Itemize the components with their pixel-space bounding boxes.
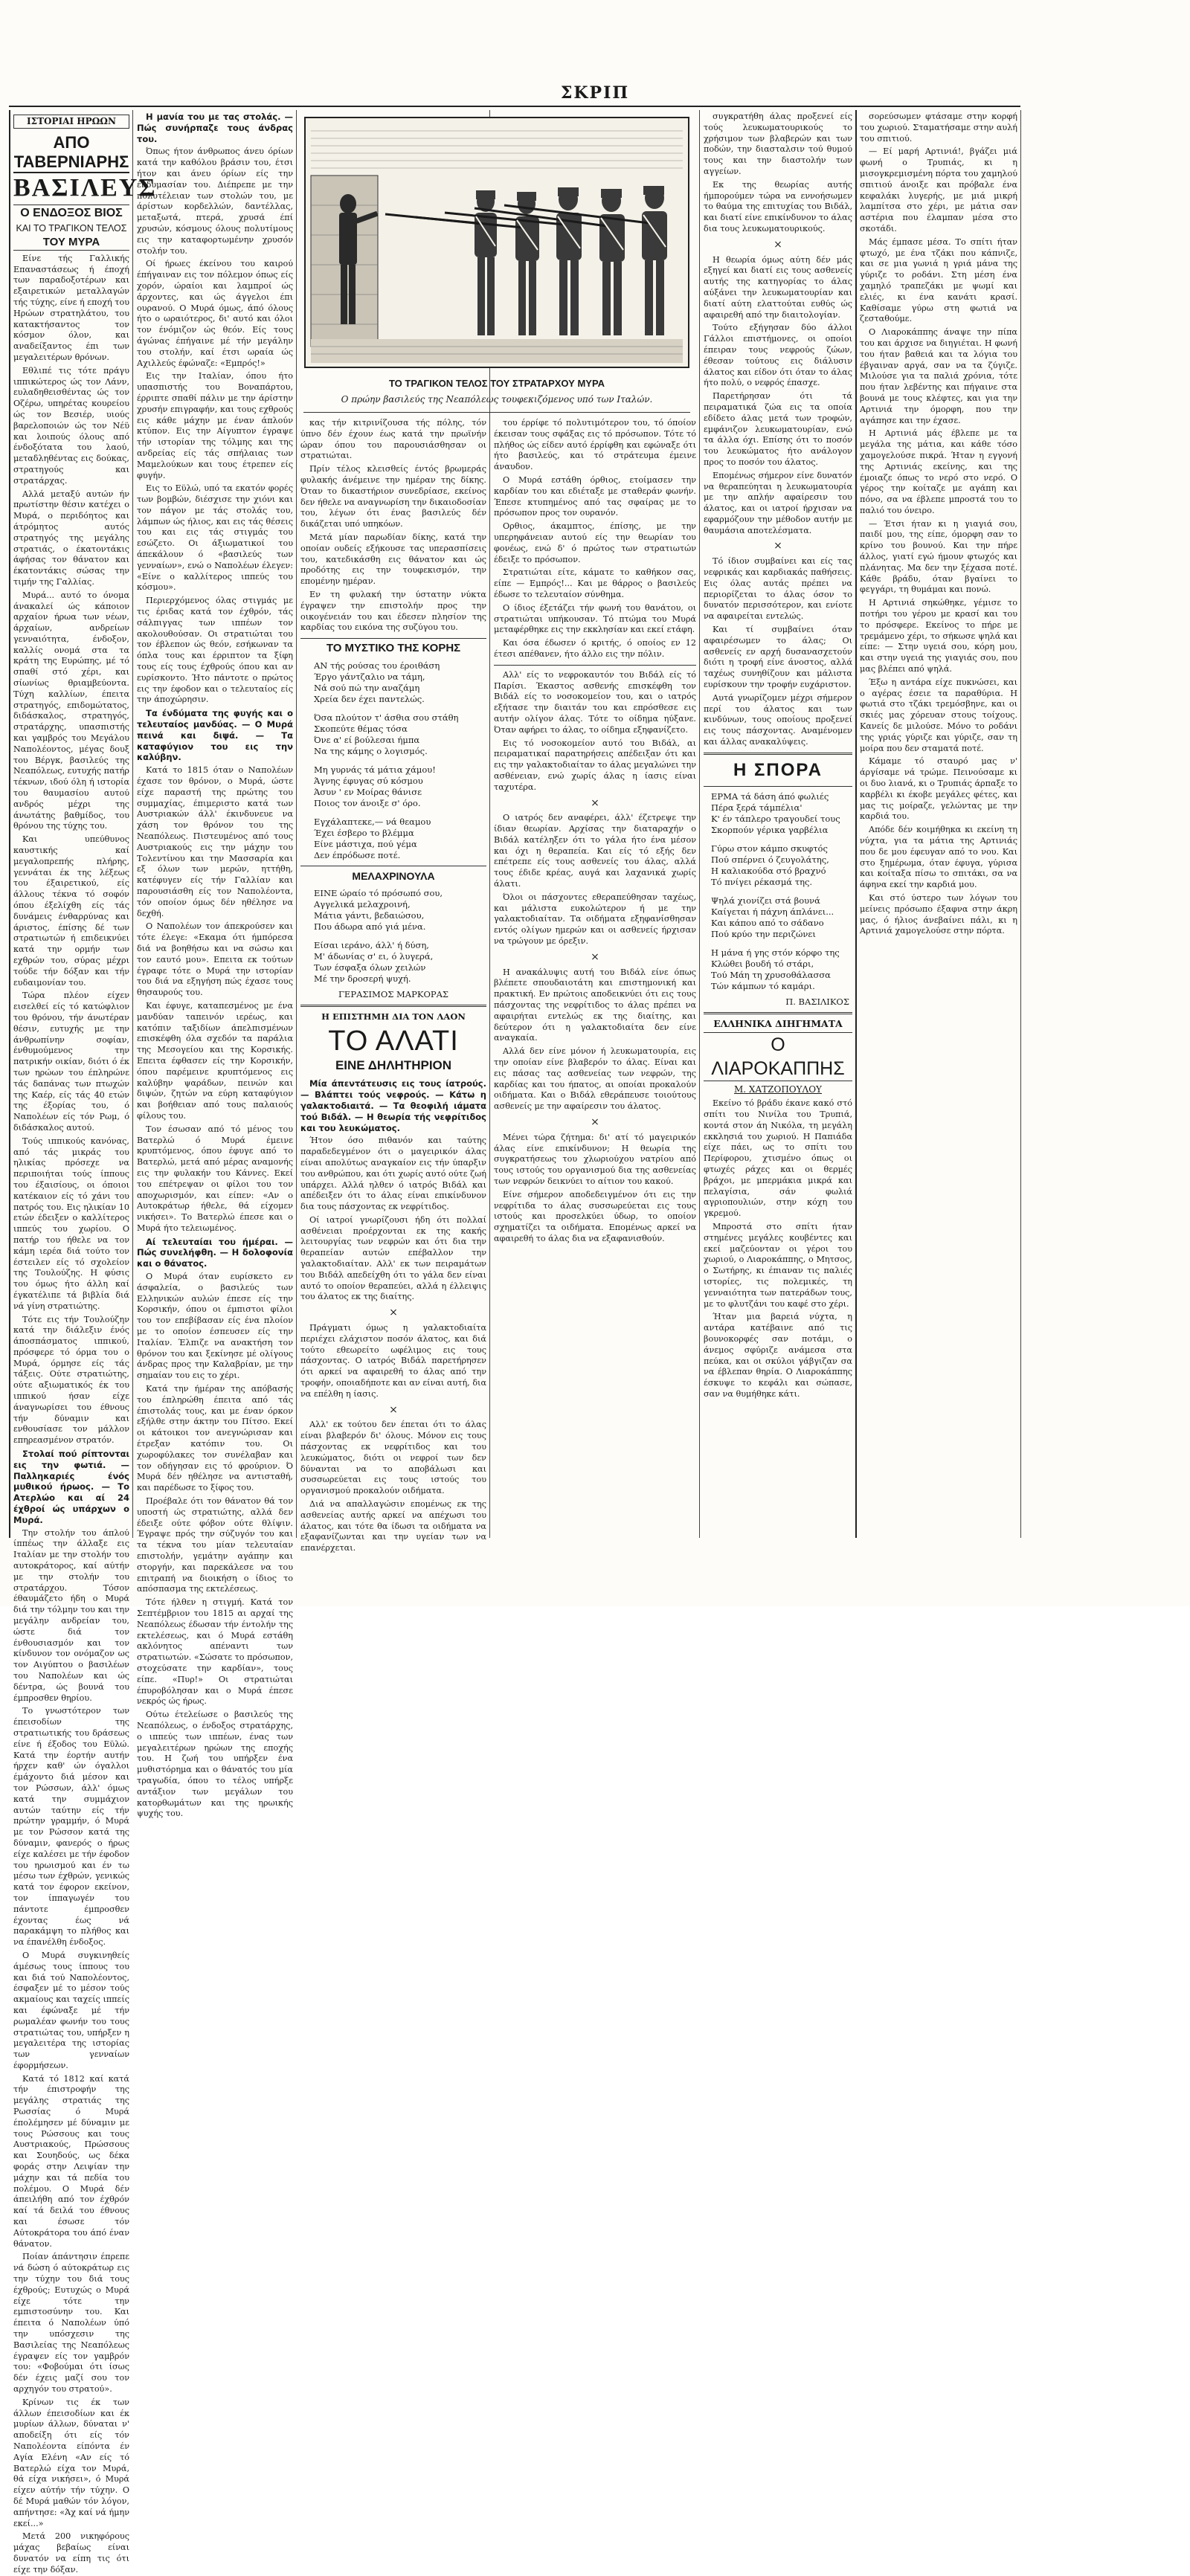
paragraph: Οί ήρωες έκείνου του καιρού έπήγαιναν εις τον πόλεμον όπως είς χορόν, ώραίοι και λαμπροί ώς άρχοντες, και ώς άγγελοι έπι ουρανού. Ο Μυρά όμως, άπό όλους ήτο ο ωραιότερος, δι' αυτό και όλοι τον ένόμιζον ώς θεόν. Είς τους άγώνας έπήγαινε μέ τήν μεγάλην του στολήν, καί έτσι ωραία ώς Αχιλλεύς έφώναζε: «Εμπρός!» xyxy=(137,259,293,368)
stanza-gap xyxy=(314,933,486,940)
article-murat-col1 xyxy=(13,112,157,2575)
paragraph: Κατά το 1815 όταν ο Ναπολέων έχασε τον θρόνον, ο Μυρά, ώστε είχε παραστή της πρώτης του συμμαχίας, έπιμεριστο κατά των Αυστριακών άλλ' έκινδυνευε να χάση τον θρόνον του της Νεαπόλεως. Πιστευμένος από τους Αυστριακούς εις την μάχην του Τολεντίνου και την Μασσαρία και εξ όλων των μερών, ηττήθη, κατέφυγεν είς τήν Γαλλίαν και παρουσιάσθη είς τον Ναπολέοντα, τόν οποίον όμως δέν ηθέλησε να δεχθή. xyxy=(137,765,293,918)
poem-line: Τών κάμπων τό καμάρι. xyxy=(711,980,815,991)
poem-line: Κλώθει βουδή τό στάρι, xyxy=(711,958,814,969)
engraving-caption-subtitle: Ο πρώην βασιλεύς της Νεαπόλεως τουφεκιζόμενος υπό των Ιταλών. xyxy=(341,394,653,405)
story-title: Ο ΛΙΑΡΟΚΑΠΠΗΣ xyxy=(704,1032,852,1081)
paragraph: Πράγματι όμως η γαλακτοδιαίτα περιέχει ελάχιστον ποσόν άλατος, και διά τούτο εθεωρείτο ωφέλιμος εις τους πάσχοντας. Ο ιατρός Βιδάλ παρετήρησεν ότι αρκεί να αφαιρεθή το άλας από την τροφήν, οποιαδήποτε και αν είναι αυτή, δια να επέλθη η ίασις. xyxy=(300,1323,486,1399)
paragraph: Ποίαν άπάντησιν έπρεπε νά δώση ό αύτοκράτωρ εις την τύχην του διά τους έχθρούς; Ευτυχώς ο Μυρά είχε τότε την εμπιστοσύνην του. Και έπειτα ό Ναπολέων ύπό την υπόσχεσιν της Βασιλείας της Νεαπόλεως έγραψεν είς τον γαμβρόν του: «Φοβούμαι ότι ίσως δέν έχεις μαζί σου τον αρχηγόν του στρατού». xyxy=(13,2252,129,2394)
poem-line: Έργο γάντζαλιο να τάμη, xyxy=(314,671,425,682)
stanza-gap xyxy=(314,757,486,764)
poem-spora xyxy=(704,791,852,992)
poem-line: Γύρω στον κάμπο σκυφτός xyxy=(711,843,828,854)
poem-melachrinoula xyxy=(300,888,486,985)
poem-line: Η καλιακούδα στό βραχνό xyxy=(711,865,826,876)
paragraph: Πρίν τέλος κλεισθείς έντός βρωμεράς φυλακής άνέμεινε την ημέραν της δίκης. Όταν το δικαστήριον συνεδρίασε, εκείνος δεν ήθελε να αναγνωρίση την δικαιοδοσίαν του, λέγων ότι ένας βασιλεύς δέν δικάζεται υπό υπηκόων. xyxy=(300,464,486,529)
column-3 xyxy=(300,418,486,1553)
article-title-line1: ΑΠΟ ΤΑΒΕΡΝΙΑΡΗΣ xyxy=(13,133,129,173)
poem-line: Νά σού πώ την αναζάμη xyxy=(314,682,420,693)
poem-line: Σκορπούν γέρικα γαρβέλια xyxy=(711,824,829,835)
poem-line: Καίγεται ή πάχνη άπλάνει... xyxy=(711,906,834,917)
paragraph: Όπως ήτον άνθρωπος άνευ όρίων κατά την καθόλου βράσιν του, έτσι ήτον και άνευ όρίων είς την ένδυμασίαν του. Διέπρεπε με την πολυτέλειαν των στολών του, με άρίστων κορδελλών, δαντέλλας, μεταξωτά, πτερά, χρυσά έπί χρυσών, κόσμους όλους πολυτίμους εις την καταφορτωμένην χρυσόν στολήν του. xyxy=(137,146,293,256)
paragraph: Κρίνων τις έκ των άλλων έπεισοδίων και έκ μυρίων άλλων, δύναται ν' αποδείξη ότι είς τόν Ναπολέοντα είπόντα έν Αγία Ελένη «Αν είς τό Βατερλώ είχα τον Μυρά, θά είχα νικήσει», ό Μυρά είχεν αύτήν τήν τύχην. Ο δέ Μυρά μαθών τόν λόγον, απήντησε: «Άχ καί νά ήμην εκεί...» xyxy=(13,2397,129,2528)
poem-line: Είσαι ιεράνο, άλλ' ή δύση, xyxy=(314,939,429,950)
section-heading: Η μανία του με τας στολάς. — Πώς συνήρπαζε τους άνδρας του. xyxy=(137,112,293,144)
poem-line: ΕΡΜΑ τά δάση άπό φωλιές xyxy=(711,790,829,802)
section-separator: × xyxy=(591,796,599,809)
poem-line: Μ' άδωνίας σ' ει, ό λυγερά, xyxy=(314,950,434,962)
paragraph: Αυτά γνωρίζομεν μέχρι σήμερον περί του άλατος και των κινδύνων, τους οποίους προξενεί εις τους πάσχοντας. Αναμένομεν και άλλας ανακαλύψεις. xyxy=(704,692,852,747)
paragraph: Μυρά... αυτό το όνομα άνακαλεί ώς κάποιον αρχαίον ήρωα των νέων, άρχαίων, ανδρείων γενναιότητα, ένδοξον, καλλίς ονομά στα τα κράτη της Ευρώπης, μέ τό σπαθί στό χέρι, και σίωνίως θριαμβεύοντα. Τύχη καλλίων, έπειτα στρατηγός, επιδομώτατος, διδάσκαλος, στρατηγός, στρατάρχης, υπασπιστής και γαμβρός του Μεγάλου Ναπολέοντος, μέγας δουξ του Βέργκ, βασιλεύς της Νεαπόλεως, ευτυχής πατήρ τέκνων, ιδού όλη ή ιστορία του θαυμασίου αυτού ανδρός μέχρι της άνωτάτης βαθμίδος, του θρόνου της τύχης του. xyxy=(13,590,129,831)
section-separator: × xyxy=(774,540,782,553)
poem-line: Μέ την δροσερή ψυχή. xyxy=(314,973,411,984)
paragraph: Τον έσωσαν από τό μένος του Βατερλώ ό Μυρά έμεινε κρυπτόμενος, όπου έφυγε από το Βατερλώ, μετά από μέρας αναμονής εις την φυλακήν του Κάννες. Εκεί του επέτρεψαν οι φίλοι του τον αποχωρισμόν, και είπεν: «Αν ο Αυτοκράτωρ ήθελε, θά είχομεν νικήσει». Το Βατερλώ έπεσε και ο Μυρά ήτο τελειωμένος. xyxy=(137,1124,293,1233)
poem-line: Κ' έν τάπλερο τραγουδεί τους xyxy=(711,813,840,824)
paragraph: συγκρατήθη άλας προξενεί είς τούς λευκωματουρικούς το χρήσιμον των βλαβερών και των ποδών, την διασταλσιν τού θυμού τους και την διαστολήν των αγγείων. xyxy=(704,112,852,176)
masthead-rule xyxy=(9,106,1020,107)
science-title: ΤΟ ΑΛΑΤΙ xyxy=(328,1025,459,1057)
poem-line: Πέρα ξερά τάμπέλια' xyxy=(711,802,803,813)
paragraph: Ήταν μια βαρειά νύχτα, η αντάρα κατέβαινε από τις βουνοκορφές σαν ποτάμι, ο άνεμος σφύριζε ανάμεσα στα πεύκα, και οι σκύλοι γάβγιζαν σα να έβλεπαν θηρία. Ο Λιαροκάππης έσκυψε το κεφάλι και σώπασε, σαν να θυμήθηκε κάτι. xyxy=(704,1312,852,1399)
poem-line: Που άδωρα από γιά μένα. xyxy=(314,921,426,932)
paragraph: Και υπεύθυνος καυστικής καί μεγαλοπρεπής πλήρης, γεννάται έκ της λέξεως του έξαιρετικού, είς άλλους τέκνα τό σοφόν όπου έξελίχθη είς τάς δυνάμεις ένθαρρύνας και άριστος, έπίσης δέ των στρατιωτών ή επιδεικνύει κατά την ορμήν των εχθρών του, σύρας μέχρι τούδε τήν δόξαν και τήν ευδαιμονίαν του. xyxy=(13,834,129,988)
poem-line: Είνε μάστιχα, πού γέμα xyxy=(314,838,417,849)
page-right-border xyxy=(1020,110,1021,1538)
section-separator: × xyxy=(591,950,599,963)
section-rule xyxy=(494,665,696,666)
section-rule xyxy=(300,1005,486,1007)
stanza-gap xyxy=(711,836,852,843)
paragraph: Αλλ' είς το νεφροκαυτόν του Βιδάλ είς τό Παρίσι. Έκαστος ασθενής επισκέφθη τον Βιδάλ είς το νοσοκομείον του, και ο ιατρός εξήτασε την διαιτάν του και επρόσθεσε εις αυτήν ολίγον άλας. Τότε το οίδημα ηύξανε. Όταν αφήρει το άλας, το οίδημα εξηφανίζετο. xyxy=(494,669,696,735)
section-separator: × xyxy=(591,1116,599,1129)
poem-line: Πού σπέρνει ό ζευγολάτης, xyxy=(711,854,829,865)
stanza-gap xyxy=(314,809,486,817)
poem-title: ΜΕΛΑΧΡΙΝΟΥΛΑ xyxy=(352,869,435,882)
article-subtitle-1: Ο ΕΝΔΟΞΟΣ ΒΙΟΣ xyxy=(13,205,129,222)
poem-line: Τό πνίγει ρέκασμά της. xyxy=(711,876,813,887)
poem-author: Π. ΒΑΣΙΛΙΚΟΣ xyxy=(785,996,849,1007)
paragraph: Ο Λιαροκάππης άναψε την πίπα του και άρχισε να διηγιέται. Η φωνή του ήταν βαθειά και τα λόγια του έβγαιναν αργά, σαν να τα ζύγιζε. Μιλούσε για τα παλιά χρόνια, τότε που ήταν λεβέντης και πήγαινε στα βουνά με τους κλέφτες, και για την Αρτινιά την όμορφη, που την αγάπησε και την έχασε. xyxy=(860,327,1017,425)
poem-line: Τού Μάη τη χρυσοθάλασσα xyxy=(711,969,831,980)
stanza-gap xyxy=(711,888,852,895)
poem-line: Όσα πλούτον τ' άσθια σου στάθη xyxy=(314,712,459,723)
column-divider xyxy=(855,110,857,1538)
paragraph: Αλλά δεν είνε μόνον ή λευκωματουρία, εις την οποίαν είνε βλαβερόν το άλας. Είναι και εις πάσας τας ασθενείας των νεφρών, της καρδίας και του ήπατος, αι οποίαι προκαλούν οιδήματα. Και ο Βιδάλ εθεράπευσε τοιούτους ασθενείς με την αφαίρεσιν του άλατος. xyxy=(494,1046,696,1112)
article-subtitle-3: ΤΟΥ ΜΥΡΑ xyxy=(13,235,129,251)
poem-mystiko xyxy=(300,660,486,861)
paragraph: Ο ιατρός δεν αναφέρει, άλλ' έζετρεψε την ίδιαν θεωρίαν. Αρχίσας την διαταραχήν ο Βιδάλ κατέληξεν ότι το γάλα ήτο ένα μέσον και όχι η θεραπεία. Και είς τό εξής δεν επέτρεπε είς τους ασθενείς του άλας, αλλά τους έδιδε κρέας, αυγά και λαχανικά χωρίς άλατι. xyxy=(494,813,696,889)
paragraph: Ο Ναπολέων τον άπεκρούσεν και τότε έλεγε: «Εκαμα ότι ήμπόρεσα διά να βοηθήσω και να σώσω και τον εαυτό μου». Επειτα εκ τούτων έγραφε τότε ο Μυρά την ιστορίαν του διά να εξηγήση πώς έχασε τους θησαυρούς του. xyxy=(137,921,293,998)
section-rule xyxy=(704,1012,852,1014)
section-heading: Τα ένδύματα της φυγής και ο τελευταίος μανδύας. — Ο Μυρά πεινά και διψά. — Τα καταφύγιον του εις την καλύβην. xyxy=(137,708,293,763)
paragraph: Περιερχόμενος όλας στιγμάς με τις έριδας κατά τον έχθρόν, τάς σάλπιγγας των ιππέων τον ακολουθούσαν. Οι στρατιώται του τον έβλεπον ώς θεόν, εσήκωναν τα όπλα τους και έρριπτον τα ξίφη τους είς τους έχθρούς όπου και αν ευρίσκοντο. Ήτο πάντοτε ο πρώτος εις την έφοδον και ο τελευταίος είς την άποχώρησιν. xyxy=(137,596,293,705)
paragraph: Τότε εις τήν Τουλούζην κατά την διάλεξιν ένός άποσπάσματος ιππικού, πρόσφερε τό όρμα του ο Μυρά, όρμησε είς τάς τάξεις. Ούτε στρατιώτης, ούτε αξιωματικός έκ του ιππικού ήσαν είχε άναγνωρίσει του έθνους τήν δύναμιν και ενθουσίασε τον μάλλον επηρεασμένον στρατόν. xyxy=(13,1314,129,1446)
paragraph: Εις την Ιταλίαν, όπου ήτο υπασπιστής του Βοναπάρτου, έρριπτε σπαθί πάλιν με την άρίστην χρυσήν επιγραφήν, και τους εχθρούς εις κάθε μάχην με έναν άπλούν κτύπον. Εις την Αίγυπτον έγραψε τήν ιστορίαν της τόλμης και της ανδρείας είς τάς σπήλαιας των Μαμελούκων και τους έτρεπεν είς φυγήν. xyxy=(137,371,293,480)
paragraph: Προέβαλε ότι τον θάνατον θά τον υποστή ώς στρατιώτης, αλλά δεν έδειξε ούτε φόβον ούτε θλίψιν. Έγραψε πρός την σύζυγόν του και τα τέκνα του μίαν τελευταίαν επιστολήν, γεμάτην αγάπην και στοργήν, και παρεκάλεσε να του επιτραπή να διοικήση ο ίδιος το απόσπασμα της εκτελέσεως. xyxy=(137,1496,293,1594)
paragraph: Η θεωρία όμως αύτη δέν μάς εξηγεί και διατί εις τους ασθενείς αυτής της κατηγορίας το άλας αύξάνει την λευκωματουρίαν και διατί αύτη ελαττούται ευθύς ώς αφαιρεθή από την διαιτολογίαν. xyxy=(704,254,852,320)
paragraph: Κατά τό 1812 καί κατά τήν έπιστροφήν της μεγάλης στρατιάς της Ρωσσίας ό Μυρά έπολέμησεν μέ δύναμιν με τους Ρώσσους και τους Αυστριακούς, Πρώσσους και Σουηδούς, ως δέκα φοράς στην Λειψίαν την μάχην και τά πεδία του πολέμου. Ο Μυρά δέν άπειλήθη από τον έχθρόν καί τά δειλά του έθνους και έσωσε τόν Αύτοκράτορα του άπό έναν θάνατον. xyxy=(13,2073,129,2249)
paragraph: Τότε ήλθεν η στιγμή. Κατά τον Σεπτέμβριον του 1815 αι αρχαί της Νεαπόλεως έδωσαν τήν έντολήν της εκτελέσεως, και ό Μυρά εστάθη ακλόνητος απέναντι των στρατιωτών. «Σώσατε το πρόσωπον, στοχεύσατε την καρδίαν», τους είπε. «Πυρ!» Οι στρατιώται έπυροβόλησαν και ο Μυρά έπεσε νεκρός ώς ήρως. xyxy=(137,1597,293,1707)
paragraph: Αλλ' εκ τούτου δεν έπεται ότι το άλας είναι βλαβερόν δι' όλους. Μόνον εις τους πάσχοντας εκ νεφρίτιδος και του λευκώματος, διότι οι νεφροί των δεν δύνανται να το αποβάλωσι και συσσωρεύεται εις τους ιστούς του οργανισμού προκαλούν οιδήματα. xyxy=(300,1420,486,1496)
paragraph: Την στολήν του άπλού ίππέως την άλλαξε εις Ιταλίαν με την στολήν του αυτοκράτορος, καί αύτήν με την στολήν του στρατάρχου. Τόσον έθαυμάζετο ήδη ο Μυρά διά την τόλμην του και την μεγάλην ανδρείαν του, ώστε διά τον ένθουσιασμόν και τον κίνδυνον τον ονόμαζον ως τον Αιγύπτου ο βασιλέων του Ναπολέων και ώς δέντρα, ώς βουνά του έμπροσθεν θηρίου. xyxy=(13,1527,129,1703)
engraving-caption-title: ΤΟ ΤΡΑΓΙΚΟΝ ΤΕΛΟΣ ΤΟΥ ΣΤΡΑΤΑΡΧΟΥ ΜΥΡΑ xyxy=(388,378,605,389)
caption-rule xyxy=(303,412,690,413)
paragraph: Εν τη φυλακή την ύστατην νύκτα έγραψεν την επιστολήν προς την οικογένειάν του και έδεσεν πλησίον της καρδίας του εικόνα της συζύγου του. xyxy=(300,589,486,633)
poem-title-spora: Η ΣΠΟΡΑ xyxy=(733,759,823,780)
column-divider xyxy=(296,110,297,1538)
article-murat-col2 xyxy=(137,112,293,1819)
section-rule xyxy=(704,753,852,755)
paragraph: Και όσα έδωσεν ό κριτής, ό οποίος εν 12 έτεσι απέθανεν, ήτο άλλο εις την πόλιν. xyxy=(494,638,696,659)
poem-line: Έχει έσβερο το βλέμμα xyxy=(314,827,414,838)
paragraph: Έξω η αντάρα είχε πυκνώσει, και ο αγέρας έσειε τα παραθύρια. Η φωτιά στο τζάκι τρεμόσβηνε, και οι σκιές μας χόρευαν στους τοίχους. Κανείς δε μιλούσε. Μόνο το ροδάνι της γριάς γύριζε και γύριζε, σαν τη μοίρα που δεν σταματά ποτέ. xyxy=(860,677,1017,753)
poem-author: ΓΕΡΑΣΙΜΟΣ ΜΑΡΚΟΡΑΣ xyxy=(338,988,449,999)
paragraph: Στρατιώται είτε, κάματε το καθήκον σας, είπε — Εμπρός!... Και με θάρρος ο βασιλεύς έδωσε το τελευταίον σύνθημα. xyxy=(494,567,696,599)
paragraph: Η Αρτινιά σηκώθηκε, γέμισε το ποτήρι του γέρου με κρασί και του το πρόσφερε. Εκείνος το πήρε με τρεμάμενο χέρι, το σήκωσε ψηλά και είπε: — Στην υγειά σου, κόρη μου, και στην υγειά της γιαγιάς σου, που μας βλέπει από ψηλά. xyxy=(860,598,1017,674)
paragraph: Ο Μυρά εστάθη όρθιος, ετοίμασεν την καρδίαν του και εδιέταξε με σταθεράν φωνήν. Έπεσε κτυπημένος από τας σφαίρας με το πρόσωπον προς τον ουρανόν. xyxy=(494,474,696,518)
paragraph: Εκείνο τό βράδυ έκανε κακό στό σπίτι του Νινίλα του Τρυπιά, κοντά στον άη Νικόλα, τη μεγάλη εκκλησιά του χωριού. Η Παπιάδα είχε πάει, ως το σπίτι του Περίφορου, χτισμένο όπως οι φτωχές ράχες και οι θερμές βράχοι, με μπερμάκια μικρά και πελαγίσια, σάν φωλιά αγριοπουλιών, στην κόχη του γκρεμού. xyxy=(704,1098,852,1219)
poem-line: Και κάπου από το σάδανο xyxy=(711,917,824,928)
paragraph: Τώρα πλέον είχεν εισελθεί είς τό κατώφλιον του θρόνου, τήν άνωτέραν θέσιν, ευτυχής με την άνθρωπίνην σοφίαν, ένθυμούμενος την πατρικήν οικίαν, διότι ό έκ των ηρώων του έπληρώνε τάς δαπάνας των πτωχών της Καέρ, είς τάς 40 ετών της έξορίας του, ό Ναπολέων είς τόν Ρωμ, ό διδάσκαλος αυτού. xyxy=(13,991,129,1133)
column-4 xyxy=(494,418,696,1539)
paragraph: Μετά μίαν παρωδίαν δίκης, κατά την οποίαν ουδείς εξήκουσε τας υπερασπίσεις του, κατεδικάσθη εις θάνατον και ώς προδότης εις την τουφεκισμόν, την επομένην ημέραν. xyxy=(300,532,486,587)
page-left-border xyxy=(9,110,10,1538)
paragraph: Αλλά μεταξύ αυτών ήν πρωτίστην θέσιν κατέχει ο Μυρά, ο περιδόητος και άτρόμητος αυτός στρατηγός της μεγάλης στρατιάς, ο έκατοντάκις άφήσας τον θάνατον και έκατοντάκις σώσας την τιμήν της Γαλλίας. xyxy=(13,489,129,587)
paragraph: Το γνωστότερον των έπεισοδίων της στρατιωτικής του δράσεως είνε ή έξοδος του Εϋλώ. Κατά την έορτήν αυτήν ήρχεν καθ' ών όγαλλοι έμάχοντο διά μέσον και τον Ρώσσων, άλλ' όμως κατά την συμμάχιον αυτών ταύτην είς τήν πρώτην γραμμήν, ό Μυρά με τον Ρώσσον κατά της δύναμιν, φανερός ο ήρως είχε καλέσει με τήν έφοδον του ηρωισμού και έν τω μέσω των έχθρών, γενικώς κατά τον έφορον εκείνον, τον ίππαγωγέν του πάντοτε έμπροσθεν έχοντας έως νά παρακάμψη το πλήθος και να έπανέλθη ένδοξος. xyxy=(13,1706,129,1948)
poem-line: Μάτια γάντι, βεδαιώσου, xyxy=(314,909,425,921)
poem-line: Η μάνα ή γης στόν κόρφο της xyxy=(711,947,840,958)
paragraph: σορεύσωμεν φτάσαμε στην κορφή του χωριού. Σταματήσαμε στην αυλή του σπιτιού. xyxy=(860,112,1017,144)
poem-line: Άσυν ' εν Μοίρας θάνισε xyxy=(314,786,422,797)
paragraph: Κάμαμε τό σταυρό μας ν' άργίσαμε νά τρώμε. Πεινούσαμε κι οι δυο λιανά, κι ο Τρυπιάς άρπαξε το καρβέλι κι έκοβε μεγάλες φέτες, και μας τις μοίραζε, γελώντας με την καρδιά του. xyxy=(860,756,1017,822)
paragraph: Εκ της θεωρίας αυτής ήμπορούμεν τώρα να εννοήσωμεν το θαύμα της επιτυχίας του Βιδάλ, και διατί είνε επικίνδυνον το άλας δια τους λευκωματουρικούς. xyxy=(704,179,852,234)
article-title-line2: ΒΑΣΙΛΕΥΣ xyxy=(13,173,157,202)
poem-line: Αγγελικά μελαχροινή, xyxy=(314,898,411,909)
paragraph: Και έφυγε, καταπεσμένος με ένα μανδύαν ταπεινόν ιερέως, και κατόπιν ταξιδίων άπελπισμένων επισκέφθη όλα σχεδόν τα παράλια της Μεσογείου και της Κορσικής. Επειτα έφθασεν είς την Κορσικήν, όπου παρέμεινε κρυπτόμενος εις καλύβην ψαράδων, πεινών και διψών, ζητών να εύρη καταφύγιον και βοήθειαν από τους παλαιούς φίλους του. xyxy=(137,1000,293,1121)
poem-line: Εγχάλαπτεκε,— νά θεαμου xyxy=(314,816,431,827)
section-separator: × xyxy=(774,238,782,251)
science-kicker: Η ΕΠΙΣΤΗΜΗ ΔΙΑ ΤΟΝ ΛΑΟΝ xyxy=(321,1011,466,1022)
stories-kicker: ΕΛΛΗΝΙΚΑ ΔΙΗΓΗΜΑΤΑ xyxy=(713,1017,843,1029)
paragraph: — Εί μαρή Αρτινιά!, βγάζει μιά φωνή ο Τρυπιάς, κι η μισογκρεμισμένη πόρτα του χαμηλού σπιτιού άνοιξε και πρόβαλε ένα κεφαλάκι λυγερής, με μιά μικρή λαμπίτσα στο χέρι, με μάτια σαν αστέρια που έλαμπαν μέσα στο σκοτάδι. xyxy=(860,146,1017,234)
poem-line: Χρεία δεν έχει παντελώς. xyxy=(314,693,425,704)
paragraph: Μένει τώρα ζήτημα: δι' ατί τό μαγειρικόν άλας είνε επικίνδυνον; Η θεωρία της συγκρατήσεως του χλωριούχου νατρίου από τους ιστούς του οργανισμού δια της ασθενείας των νεφρών δεικνύει το αίτιον του κακού. xyxy=(494,1132,696,1186)
paragraph: Η ανακάλυψις αυτή του Βιδάλ είνε όπως βλέπετε σπουδαιοτάτη και επιστημονική και πρακτική. Εν πρώτοις αποδεικνύει ότι εις τους πάσχοντας της νεφρίτιδος το άλας πρέπει να αφαιρήται εντελώς εκ της διαίτης, και δεύτερον ότι η γαλακτοδιαίτα δεν είνε αναγκαία. xyxy=(494,967,696,1043)
paragraph: Ο Μυρά όταν ευρίσκετο εν άσφαλεία, ο βασιλεύς των Ελληνικών αυλών έπεσε είς την Κορσικήν, όπου οι έμπιστοι φίλοι του τον επεβίβασαν είς ένα πλοίον με το οποίον έσπευσεν είς την Ιταλίαν. Έλπιζε να ανακτήση τον θρόνον του και ξεκίνησε μέ ολίγους άνδρας προς την Καλαβρίαν, με την σημαίαν του εις το χέρι. xyxy=(137,1272,293,1381)
paragraph: Ορθιος, άκαμπτος, έπίσης, με την υπερηφάνειαν αυτού είς την θεωρίαν του φονέως, ενώ δ' ό πρώτος των στρατιωτών έδειξε το πρόσωπον. xyxy=(494,521,696,564)
paragraph: Παρετήρησαν ότι τά πειραματικά ζώα εις τα οποία εδίδετο άλας μετά των τροφών, εμφάνιζον λευκωματουρίαν, ενώ τα άλλα όχι. Επίσης ότι το ποσόν του λευκώματος ήτο ανάλογον προς το ποσόν του άλατος. xyxy=(704,391,852,467)
paragraph: Ο ίδιος έξετάζει τήν φωνή του θανάτου, οι στρατιώται υπήκουσαν. Τό πτώμα του Μυρά μεταφέρθηκε εις την εκκλησίαν και εκεί ετάφη. xyxy=(494,602,696,635)
section-separator: × xyxy=(389,1307,398,1319)
poem-line: Σκοπεύτε θέμας τόσα xyxy=(314,723,408,734)
paragraph: Τούτο εξήγησαν δύο άλλοι Γάλλοι επιστήμονες, οι οποίοι έπειραν τους νεφρούς ζώων, έθεσαν τούτους εις διάλυσιν άλατος και είδον ότι όταν το άλας ήτο πολύ, ο νεφρός έπασχε. xyxy=(704,323,852,388)
paragraph: Επομένως σήμερον είνε δυνατόν να θεραπεύηται η λευκωματουρία με την απλήν αφαίρεσιν του άλατος, και οι ιατροί ήρχισαν να εφαρμόζουν την μέθοδον αυτήν με θαυμάσια αποτελέσματα. xyxy=(704,470,852,535)
section-heading: Αί τελευταίαι του ήμέραι. — Πώς συνελήφθη. — Η δολοφονία και ο θάνατος. xyxy=(137,1236,293,1269)
masthead-title: ΣΚΡΙΠ xyxy=(560,83,630,103)
column-5 xyxy=(704,112,852,1539)
poem-line: Ψηλά χιονίζει στά βουνά xyxy=(711,895,820,906)
paragraph: Είνε τής Γαλλικής Επαναστάσεως ή έποχή των παραδοξοτέρων και εξαιρετικών μεταλλαγών τής τύχης, είνε ή εποχή του Ηρώων στρατηλάτου, του κατακτήσαντος τον κόσμον όλον, και αναδείξαντος έπι των μεγαλειτέρων θρόνων. xyxy=(13,253,129,362)
poem-line: Μη γυρνάς τά μάτια χάμου! xyxy=(314,764,436,775)
paragraph: Ο Μυρά συγκινηθείς άμέσως τους ίππους του και διά τού Ναπολέοντος, έσφαξεν μέ το μέσον τούς ακμαίους και ταχείς ιππείς και έφώναξε μέ τήν ρωμαλέαν φωνήν του τους στρατιώτας του, υπήρξεν η μεγαλειτέρα της ιστορίας των γενναίων έφορμήσεων. xyxy=(13,1950,129,2070)
paragraph: Απόδε δέν κοιμήθηκα κι εκείνη τη νύχτα, για τα μάτια της Αρτινιάς που δε μου έφευγαν από το νου. Και στο ξημέρωμα, όταν έφυγα, γύρισα και κοίταξα πίσω το σπιτάκι, σα να άφηνα εκεί την καρδιά μου. xyxy=(860,825,1017,890)
paragraph: Μάς έμπασε μέσα. Το σπίτι ήταν φτωχό, με ένα τζάκι που κάπνιζε, και σε μια γωνιά η γριά μάνα της γύριζε το ροδάνι. Στη μέση ένα χαμηλό τραπεζάκι με ψωμί και ελιές, κι ένα κανάτι κρασί. Καθίσαμε γύρω στη φωτιά να ζεσταθούμε. xyxy=(860,236,1017,324)
paragraph: Και στό ύστερο των λόγων του μείνεις πρόσωπο έξαφνα στην άκρη μας, ό ήλιος άνεβαίνει πάλι, κι η Αρτινιά χαμογελούσε στην πόρτα. xyxy=(860,892,1017,936)
paragraph: Όλοι οι πάσχοντες εθεραπεύθησαν ταχέως, και μάλιστα ευκολώτερον ή με την γαλακτοδιαίταν. Τα οιδήματα εξηφανίσθησαν εντός ολίγων ημερών και οι ασθενείς ήρχισαν να τρώγουν με όρεξιν. xyxy=(494,892,696,947)
paragraph: κας τήν κιτρινίζουσα τής πόλης, τόν ύπνο δέν έχουν έως κατά την πρωϊνήν ώραν όπου του παρουσιάσθησαν οι στρατιώται. xyxy=(300,418,486,461)
section-rule xyxy=(704,786,852,787)
paragraph: Κατά την ήμέραν της απόβασής του έπληρώθη έπειτα από τάς έπιστολάς τους, και με έναν όρκον εξήλθε στην άκτην του Πίτσο. Εκεί οι κάτοικοι τον ανεγνώρισαν και έτρεξαν κατόπιν του. Οι χωροφύλακες τον συνέλαβαν και τον οδήγησαν εις τό φρούριον. Ό Μυρά δέν ηθέλησε να αντισταθή, και παρέδωσε το ξίφος του. xyxy=(137,1384,293,1493)
paragraph: Η Αρτινιά μάς έβλεπε με τα μεγάλα της μάτια, και κάθε τόσο χαμογελούσε πικρά. Ήταν η εγγονή της Αρτινιάς εκείνης, και της έμοιαζε όπως το νερό στο νερό. Ο γέρος την κοίταζε με αγάπη και πόνο, σα να έβλεπε μπροστά του το παλιό του όνειρο. xyxy=(860,428,1017,515)
poem-line: Των έσφαξα όλων χειλών xyxy=(314,962,426,973)
column-divider xyxy=(132,110,133,1538)
engraving-drawing xyxy=(303,116,690,369)
paragraph: Τούς ιππικούς κανόνας, από τάς μικράς του ηλικίας πρόσεχε να περιποιήται τούς ίππους του έξαισίους, οι όποιοι κατέκαιον είς τό χάνι του πατρός του. Εις ηλικίαν 10 ετών έδειξεν ο καλλίτερος ιππεύς του χωρίου. Ο πατήρ του ήθελε να τον κάμη ιερέα διά τούτο τον έστειλεν είς τό σχολείον της Τουλούζης. Η φύσις του όμως ήτο άλλη καί έγκατέλιπε τά βιβλία διά νά γίνη στρατιώτης. xyxy=(13,1136,129,1311)
column-6 xyxy=(860,112,1017,1539)
column-divider xyxy=(699,110,700,1538)
paragraph: Εις το Εϋλώ, υπό τα εκατόν φορές των βομβών, διέσχισε την χιόνι και τον πάγον με τάς στολάς του, λάμπων ώς ήλιος, και εις τάς θέσεις του και εις τάς στιγμάς του εσώζετο. Οι άξιωματικοί του άπεκάλουν ό «βασιλεύς των γενναίων», ενώ ο Ναπολέων έλεγεν: «Είνε ο καλλίτερος ιππεύς του κόσμου». xyxy=(137,483,293,593)
poem-line: Άγνης έφυγας σύ κόσμου xyxy=(314,775,423,786)
poem-line: Όνε α' εί βούλεσαι ήμπα xyxy=(314,734,420,745)
science-subtitle: ΕΙΝΕ ΔΗΛΗΤΗΡΙΟΝ xyxy=(335,1058,452,1073)
paragraph: Μετά 200 νικηφόρους μάχας βεβαίως είναι δυνατόν να είπη τις ότι είχε την δόξαν. xyxy=(13,2531,129,2575)
paragraph: — Έτσι ήταν κι η γιαγιά σου, παιδί μου, της είπε, όμορφη σαν το κρίνο του βουνού. Και την πήρε άλλος, γιατί εγώ ήμουν φτωχός και πλάνητας. Μα δεν την ξέχασα ποτέ. Κάθε βράδυ, όταν βγαίνει το φεγγάρι, τη θυμάμαι και πονώ. xyxy=(860,518,1017,595)
paragraph: Οί ιατροί γνωρίζουσι ήδη ότι πολλαί ασθένειαι προέρχονται εκ της κακής λειτουργίας των νεφρών και ότι δια την θεραπείαν αυτών επέβαλλον την γαλακτοδιαίταν. Αλλ' εκ των πειραμάτων του Βιδάλ απεδείχθη ότι το γάλα δεν είναι αυτό το οποίον θεραπεύει, αλλά η έλλειψις του άλατος εκ της διαίτης. xyxy=(300,1214,486,1302)
execution-engraving xyxy=(303,116,690,369)
poem-title: ΤΟ ΜΥΣΤΙΚΟ ΤΗΣ ΚΟΡΗΣ xyxy=(326,642,461,655)
poem-line: Πού κρύο την περιζώνει xyxy=(711,928,816,939)
section-heading: Μία άπεντάτευσις εις τους ίατρούς. — Βλάπτει τούς νεφρούς. — Κάτω η γαλακτοδιαιτά. — Τα θεοφιλή ιάματα τού Βιδάλ. — Η θεωρία τής νεφρίτιδος και του λευκώματος. xyxy=(300,1078,486,1133)
paragraph: Τό ίδιον συμβαίνει και είς τας νεφρικάς και καρδιακάς παθήσεις. Εις όλας αυτάς πρέπει να περιορίζεται το άλας όσον το δυνατόν περισσότερον, και ενίοτε να αφαιρείται εντελώς. xyxy=(704,556,852,622)
stanza-gap xyxy=(711,940,852,947)
section-rule xyxy=(300,638,486,639)
paragraph: Και τί συμβαίνει όταν αφαιρέσωμεν το άλας; Οι ασθενείς εν αρχή δυσανασχετούν διότι η τροφή είνε άνοστος, αλλά ταχέως συνηθίζουν και μάλιστα ευρίσκουν την τροφήν ευχάριστον. xyxy=(704,625,852,690)
poem-line: Δεν έπρόδωσε ποτέ. xyxy=(314,849,401,860)
paragraph: Ούτω έτελείωσε ο βασιλεύς της Νεαπόλεως, ο ένδοξος στρατάρχης, ο ιππεύς των ιππέων, ένας των μεγαλειτέρων ηρώων της εποχής του. Η ζωή του υπήρξεν ένα μυθιστόρημα και ο θάνατός του μία τραγωδία, όπου το τέλος υπήρξε αντάξιον των μεγάλων του κατορθωμάτων και της ηρωικής ψυχής του. xyxy=(137,1710,293,1819)
article-subtitle-2: ΚΑΙ ΤΟ ΤΡΑΓΙΚΟΝ ΤΕΛΟΣ xyxy=(16,222,127,234)
paragraph: Εις τό νοσοκομείον αυτό του Βιδάλ, αι πειραματικαί παρατηρήσεις απέδειξαν ότι και εις την γαλακτοδιαίταν το άλας μεγαλώνει την ασθένειαν, ενώ χωρίς άλας η ίασις είναι ταχυτέρα. xyxy=(494,738,696,792)
poem-line: ΕΙΝΕ ώραίο τό πρόσωπό σου, xyxy=(314,887,443,898)
paragraph: Μπροστά στο σπίτι ήταν στημένες μεγάλες κουβέντες και εκεί μαζεύονταν οι γέροι του χωριού, ο Λιαροκάππης, ο Μητσος, ο Σωτήρης, κι έπιαναν τις παλιές ιστορίες, τις πολεμικές, τη γενναιότητα των πατεράδων τους, με το φλυτζάνι του καφέ στο χέρι. xyxy=(704,1221,852,1309)
paragraph: Διά να απαλλαγώσιν επομένως εκ της ασθενείας αυτής αρκεί να απέχωσι του άλατος, και τότε θα ίδωσι τα οιδήματα να εξαφανίζωνται και την υγείαν των να επανέρχεται. xyxy=(300,1499,486,1553)
paragraph: Εθλιπέ τις τότε πράγυ ιππικώτερος ώς τον Λάνν, ευλαδηθεισθέντας ώς τον Οζέρω, υπηρέτας κουρείου ώς τον Βεσιέρ, υιούς βαρελοποιών ώς τον Νέϋ και λοιπούς όλους από ένδοξότατα του λαού, μεταδληθέντας εις δούκας, στρατηγούς και στρατάρχας. xyxy=(13,365,129,486)
section-separator: × xyxy=(389,1403,398,1416)
paragraph: Ήτον όσο πιθανόν και ταύτης παραδεδεγμένον ότι ο μαγειρικόν άλας είναι απολύτως αναγκαίον εις τήν ύπαρξιν του ανθρώπου, και ότι χωρίς αυτό ούτε ζωή υπάρχει. Αλλά ηλθεν ό ιατρός Βιδάλ και απέδειξεν ότι το άλας είναι επικίνδυνον δια τους πάσχοντας εκ νεφρίτιδος. xyxy=(300,1136,486,1212)
poem-line: Να της κάμης ο λογισμός. xyxy=(314,745,428,756)
paragraph: του έρρίφε τό πολυτιμότερον του, τό όποίον έκεισαν τους σφάξας εις τό πρόσωπον. Τότε τό πλήθος ώς είδεν αυτό έρρίφθη και εφώναξε ότι ήτο βασιλεύς, και τό στράτευμα έμεινε άναυδον. xyxy=(494,418,696,472)
poem-line: Ποιος τον άνοιξε σ' όρο. xyxy=(314,797,421,808)
story-author: Μ. ΧΑΤΖΟΠΟΥΛΟΥ xyxy=(734,1084,822,1095)
section-heading: Στολαί πού ρίπτονται εις την φωτιά. — Παλληκαριές ένός μυθικού ήρωος. — Το Ατερλώο και αί 24 έχθροί ώς υπάρχων ο Μυρά. xyxy=(13,1449,129,1525)
poem-line: ΑΝ τής ρούσας του έροιθάση xyxy=(314,660,440,671)
paragraph: Είνε σήμερον αποδεδειγμένον ότι εις την νεφρίτιδα το άλας συσσωρεύεται εις τους ιστούς και προσελκύει ύδωρ, το οποίον σχηματίζει τα οιδήματα. Επομένως αρκεί να αφαιρεθή το άλας δια να εξαφανισθούν. xyxy=(494,1189,696,1243)
series-kicker: ΙΣΤΟΡΙΑΙ ΗΡΩΩΝ xyxy=(13,115,129,129)
stanza-gap xyxy=(314,705,486,712)
